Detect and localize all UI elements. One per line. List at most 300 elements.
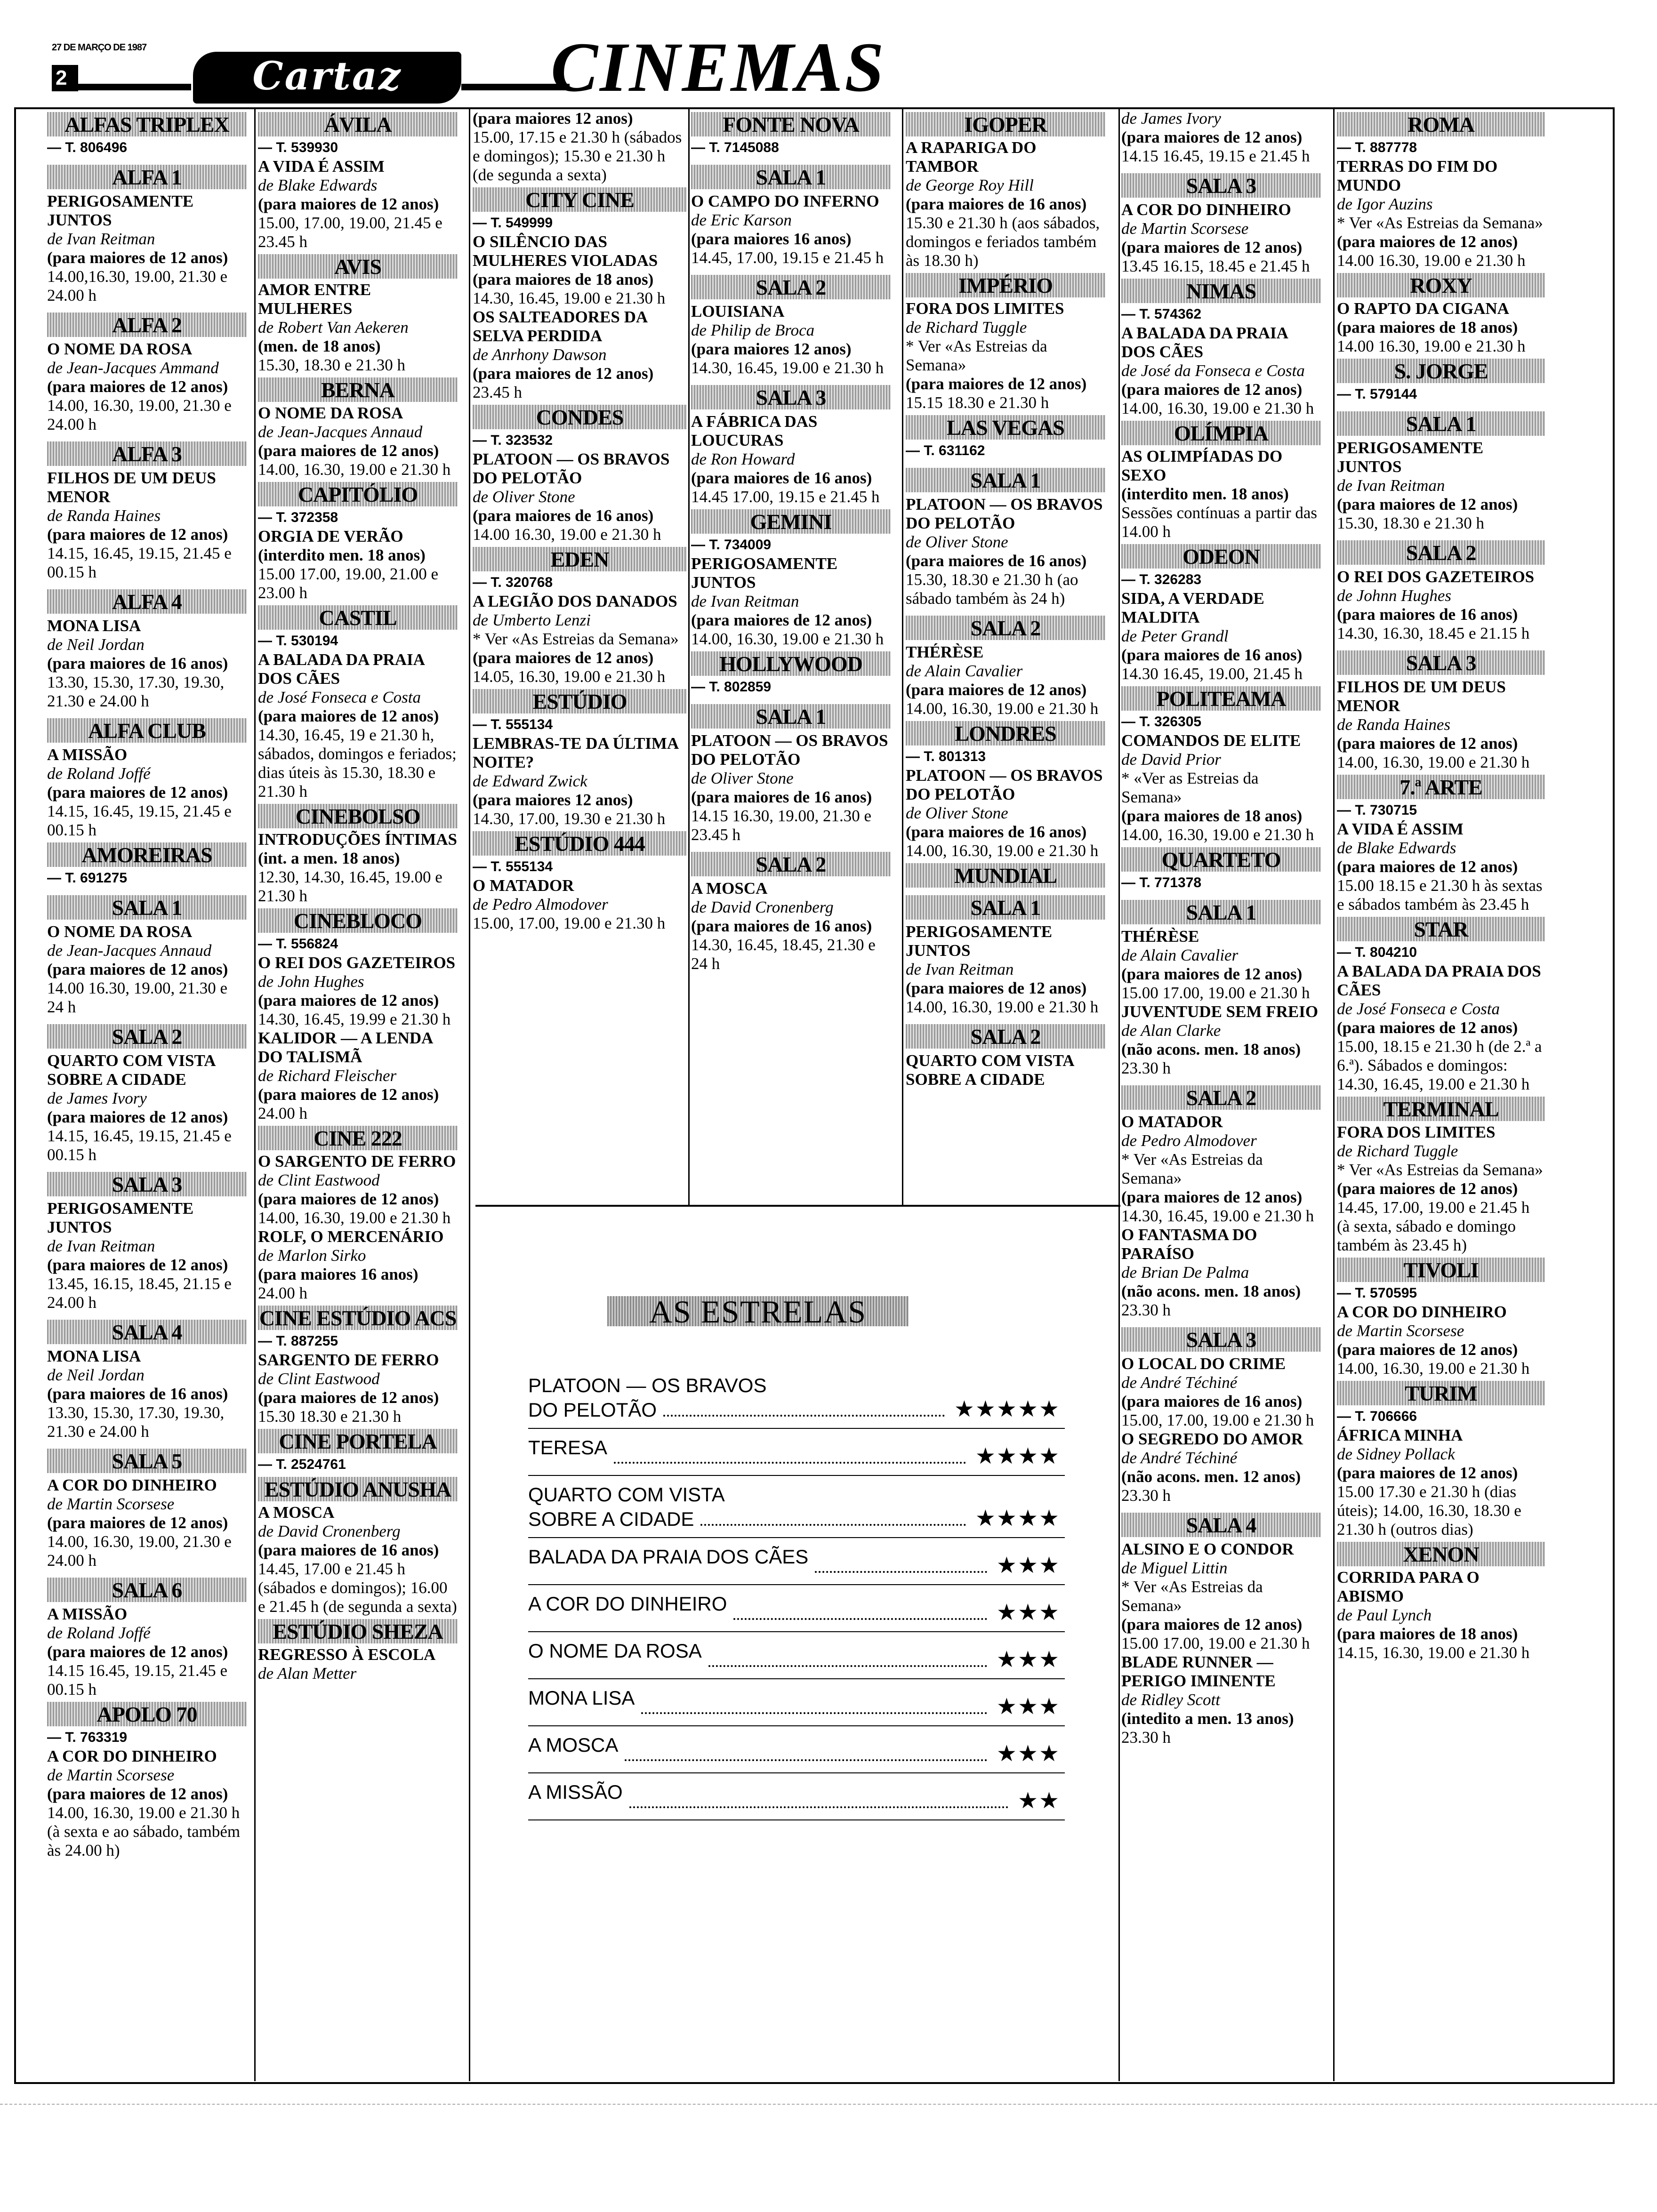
stars-box	[475, 1205, 1120, 2080]
age-rating: (para maiores de 16 anos)	[1121, 1392, 1303, 1411]
cinema-name: TERMINAL	[1337, 1097, 1545, 1121]
listing-column-1	[47, 109, 247, 1860]
showtimes: 15.00 18.15 e 21.30 h às sextas e sábados também às 23.45 h	[1337, 876, 1543, 914]
film-title: OS SALTEADORES DA SELVA PERDIDA	[473, 308, 647, 345]
film-title: FORA DOS LIMITES	[906, 299, 1064, 318]
film-title: ROLF, O MERCENÁRIO	[258, 1227, 444, 1246]
star-rating-row	[528, 1429, 1065, 1476]
page-number: 2	[52, 65, 78, 91]
cinema-name: AMOREIRAS	[47, 842, 247, 867]
issue-date: 27 DE MARÇO DE 1987	[52, 42, 147, 53]
film-director: de Ivan Reitman	[47, 230, 155, 248]
cinema-name: GEMINI	[691, 509, 891, 534]
age-rating: (para maiores de 16 anos)	[47, 654, 228, 673]
age-rating: (para maiores de 16 anos)	[1337, 605, 1518, 624]
cinema-name: CINE PORTELA	[258, 1429, 458, 1453]
film-director: de Blake Edwards	[258, 176, 378, 194]
film-title: A MISSÃO	[47, 1605, 128, 1623]
film-title: MONA LISA	[47, 1347, 141, 1365]
screen-name: SALA 1	[1121, 900, 1321, 924]
screen-name: SALA 3	[1121, 1327, 1321, 1352]
film-title: PLATOON — OS BRAVOS DO PELOTÃO	[473, 450, 670, 487]
film-title: INTRODUÇÕES ÍNTIMAS	[258, 830, 457, 849]
film-director: de Sidney Pollack	[1337, 1445, 1455, 1463]
star-rating-row	[528, 1367, 1065, 1429]
showtimes: 14.00,16.30, 19.00, 21.30 e 24.00 h	[47, 267, 228, 305]
showtimes: 14.00, 16.30, 19.00 e 21.30 h	[1121, 399, 1314, 417]
showtimes: 15.30, 18.30 e 21.30 h	[1337, 514, 1485, 532]
cinema-name: ESTÚDIO	[473, 689, 687, 713]
age-rating: (para maiores de 12 anos)	[1337, 734, 1518, 753]
film-director: de Randa Haines	[47, 506, 161, 525]
review-note: * Ver «As Estreias da Semana»	[1121, 1150, 1263, 1187]
column-rule	[469, 109, 470, 2081]
showtimes: 14.00, 16.30, 19.00 e 21.30 h	[1337, 753, 1530, 771]
showtimes: 15.30 18.30 e 21.30 h	[258, 1407, 402, 1426]
showtimes: 14.30 16.45, 19.00, 21.45 h	[1121, 665, 1303, 683]
screen-name: SALA 4	[1121, 1513, 1321, 1537]
film-title: O NOME DA ROSA	[47, 340, 193, 358]
film-director: de David Cronenberg	[691, 898, 834, 916]
showtimes: 14.30, 16.45, 18.45, 21.30 e 24 h	[691, 936, 876, 973]
film-title: O MATADOR	[1121, 1113, 1223, 1131]
showtimes: 15.00, 17.00, 19.00, 21.45 e 23.45 h	[258, 214, 442, 251]
screen-name: SALA 6	[47, 1578, 247, 1602]
age-rating: (para maiores de 12 anos)	[258, 441, 439, 460]
film-title: AMOR ENTRE MULHERES	[258, 281, 371, 318]
age-rating: (para maiores de 12 anos)	[1121, 1188, 1303, 1206]
film-title: MONA LISA	[47, 617, 141, 635]
film-title: O MATADOR	[473, 876, 574, 895]
showtimes: 15.00 17.00, 19.00 e 21.30 h	[1121, 1634, 1310, 1652]
showtimes: 23.30 h	[1121, 1059, 1171, 1077]
showtimes: 14.00 16.30, 19.00 e 21.30 h	[473, 525, 661, 544]
showtimes: 14.05, 16.30, 19.00 e 21.30 h	[473, 667, 666, 686]
age-rating: (para maiores de 12 anos)	[258, 195, 439, 213]
star-rating-row	[528, 1632, 1065, 1679]
phone-number: — T. 323532	[473, 433, 553, 448]
showtimes: 14.30, 16.45, 19.00 e 21.30 h	[691, 359, 884, 377]
screen-name: SALA 2	[906, 616, 1105, 640]
age-rating: (men. de 18 anos)	[258, 337, 381, 355]
showtimes: 14.00 16.30, 19.00, 21.30 e 24 h	[47, 979, 228, 1016]
age-rating: (para maiores de 16 anos)	[1121, 646, 1303, 664]
age-rating: (para maiores de 16 anos)	[473, 506, 654, 525]
age-rating: (para maiores de 12 anos)	[47, 960, 228, 978]
phone-number: — T. 706666	[1337, 1409, 1417, 1424]
age-rating: (para maiores de 18 anos)	[473, 270, 654, 289]
film-title: FILHOS DE UM DEUS MENOR	[1337, 678, 1506, 715]
film-director: de Peter Grandl	[1121, 627, 1229, 645]
film-director: de Richard Tuggle	[1337, 1142, 1458, 1160]
film-title: BALADA DA PRAIA DOS CÃES	[528, 1546, 809, 1568]
film-title: REGRESSO À ESCOLA	[258, 1645, 436, 1664]
showtimes: 14.30, 16.45, 19.00 e 21.30 h	[473, 289, 666, 307]
review-note: * «Ver as Estreias da Semana»	[1121, 769, 1259, 806]
showtimes: 14.15 16.30, 19.00, 21.30 e 23.45 h	[691, 807, 872, 844]
film-director: de Robert Van Aekeren	[258, 318, 409, 337]
screen-name: SALA 1	[691, 704, 891, 729]
showtimes: 14.15 16.45, 19.15 e 21.45 h	[1121, 147, 1310, 165]
age-rating: (para maiores de 12 anos)	[473, 364, 654, 383]
age-rating: (para maiores de 18 anos)	[1121, 807, 1303, 825]
film-title: THÉRÈSE	[1121, 927, 1199, 946]
age-rating: (para maiores 12 anos)	[473, 791, 633, 809]
film-title: A BALADA DA PRAIA DOS CÃES	[1121, 324, 1287, 361]
film-title: O SARGENTO DE FERRO	[258, 1152, 456, 1170]
cinema-name: LONDRES	[906, 721, 1105, 745]
film-title: A COR DO DINHEIRO	[47, 1476, 217, 1494]
film-director: de George Roy Hill	[906, 176, 1034, 194]
age-rating: (interdito men. 18 anos)	[258, 546, 426, 564]
film-director: de Alain Cavalier	[906, 662, 1023, 680]
showtimes: 15.00, 17.00, 19.00 e 21.30 h	[473, 914, 666, 932]
phone-number: — T. 579144	[1337, 386, 1417, 402]
showtimes: 12.30, 14.30, 16.45, 19.00 e 21.30 h	[258, 868, 442, 905]
age-rating: (para maiores de 12 anos)	[47, 377, 228, 396]
showtimes: 14.00, 16.30, 19.00 e 21.30 h	[258, 460, 451, 479]
screen-name: SALA 2	[1337, 540, 1545, 565]
cinema-name: POLITEAMA	[1121, 686, 1321, 711]
showtimes: 14.30, 17.00, 19.30 e 21.30 h	[473, 809, 666, 828]
film-title: O SILÊNCIO DAS MULHERES VIOLADAS	[473, 232, 658, 270]
film-director: de Eric Karson	[691, 211, 792, 229]
star-rating: ★★★★	[975, 1505, 1060, 1531]
showtimes: 13.45 16.15, 18.45 e 21.45 h	[1121, 257, 1310, 275]
film-director: de Umberto Lenzi	[473, 611, 591, 629]
age-rating: (não acons. men. 18 anos)	[1121, 1282, 1301, 1300]
film-director: de Alan Clarke	[1121, 1021, 1221, 1040]
listing-column-7	[1337, 109, 1545, 1662]
cinema-name: ÁVILA	[258, 112, 458, 136]
leader-dots	[733, 1618, 987, 1620]
showtimes: 14.45 17.00, 19.15 e 21.45 h	[691, 488, 880, 506]
film-director: de José Fonseca e Costa	[1337, 1000, 1500, 1018]
film-title: CORRIDA PARA O ABISMO	[1337, 1568, 1480, 1605]
leader-dots	[641, 1712, 987, 1714]
film-title: FORA DOS LIMITES	[1337, 1123, 1496, 1141]
film-title: A COR DO DINHEIRO	[1121, 200, 1291, 219]
cinema-name: STAR	[1337, 917, 1545, 941]
phone-number: — T. 7145088	[691, 140, 779, 155]
film-director: de Jean-Jacques Ammand	[47, 359, 219, 377]
showtimes: 14.00, 16.30, 19.00, 21.30 e 24.00 h	[47, 1532, 232, 1570]
phone-number: — T. 549999	[473, 215, 553, 231]
film-director: de Johnn Hughes	[1337, 586, 1452, 605]
phone-number: — T. 801313	[906, 749, 986, 764]
phone-number: — T. 320768	[473, 575, 553, 590]
film-title: SIDA, A VERDADE MALDITA	[1121, 589, 1264, 626]
film-director: de Anrhony Dawson	[473, 345, 607, 364]
film-director: de Martin Scorsese	[1121, 219, 1249, 238]
showtimes: 14.15 16.45, 19.15, 21.45 e 00.15 h	[47, 1661, 228, 1699]
star-rating: ★★★	[996, 1693, 1060, 1720]
review-note: * Ver «As Estreias da Semana»	[1337, 214, 1543, 232]
showtimes: 14.00, 16.30, 19.00 e 21.30 h	[906, 699, 1099, 718]
film-director: de Clint Eastwood	[258, 1171, 380, 1189]
film-director: de James Ivory	[1121, 109, 1221, 128]
leader-dots	[708, 1665, 987, 1667]
film-director: de Richard Tuggle	[906, 318, 1027, 337]
listing-column-5	[906, 109, 1105, 1089]
age-rating: (para maiores de 12 anos)	[258, 1085, 439, 1104]
film-director: de Alan Metter	[258, 1664, 357, 1683]
film-director: de Roland Joffé	[47, 1624, 151, 1642]
cinema-name: CITY CINE	[473, 187, 687, 212]
film-title: ÁFRICA MINHA	[1337, 1426, 1463, 1444]
film-title: PERIGOSAMENTE JUNTOS	[47, 192, 194, 229]
cinema-name: OLÍMPIA	[1121, 421, 1321, 445]
film-title: A MOSCA	[528, 1734, 619, 1756]
film-title: TERESA	[528, 1436, 608, 1459]
age-rating: (para maiores de 12 anos)	[1337, 1340, 1518, 1359]
film-director: de Neil Jordan	[47, 1366, 145, 1384]
age-rating: (para maiores de 16 anos)	[906, 552, 1087, 570]
film-director: de Ivan Reitman	[1337, 476, 1445, 495]
phone-number: — T. 555134	[473, 859, 553, 874]
cinema-name: MUNDIAL	[906, 863, 1105, 888]
cinema-name: CASTIL	[258, 605, 458, 630]
age-rating: (para maiores de 12 anos)	[1337, 1018, 1518, 1037]
film-director: de Igor Auzins	[1337, 195, 1433, 213]
film-director: de Paul Lynch	[1337, 1606, 1432, 1624]
showtimes: 15.30 e 21.30 h (aos sábados, domingos e feriados também às 18.30 h)	[906, 214, 1100, 270]
cinema-name: CAPITÓLIO	[258, 482, 458, 506]
age-rating: (para maiores de 16 anos)	[47, 1385, 228, 1403]
film-director: de André Téchiné	[1121, 1373, 1238, 1392]
screen-name: SALA 3	[1337, 650, 1545, 675]
screen-name: ALFA 1	[47, 165, 247, 189]
age-rating: (para maiores de 12 anos)	[1121, 380, 1303, 399]
showtimes: 14.00, 16.30, 19.00 e 21.30 h	[906, 998, 1099, 1016]
cinema-name: ROXY	[1337, 273, 1545, 297]
showtimes: 14.00, 16.30, 19.00 e 21.30 h (à sexta e ao sábado, também às 24.00 h)	[47, 1803, 241, 1859]
cinema-name: CINEBOLSO	[258, 804, 458, 828]
film-title: O CAMPO DO INFERNO	[691, 192, 879, 210]
showtimes: 15.15 18.30 e 21.30 h	[906, 393, 1049, 412]
age-rating: (para maiores de 12 anos)	[1121, 238, 1303, 256]
star-rating-row	[528, 1726, 1065, 1773]
showtimes: 15.00, 18.15 e 21.30 h (de 2.ª a 6.ª). Sábados e domingos: 14.30, 16.45, 19.00 e 21.30 h	[1337, 1037, 1542, 1093]
age-rating: (para maiores de 12 anos)	[47, 525, 228, 544]
age-rating: (para maiores de 18 anos)	[1337, 1625, 1518, 1643]
age-rating: (não acons. men. 18 anos)	[1121, 1040, 1301, 1058]
age-rating: (para maiores de 18 anos)	[1337, 318, 1518, 337]
screen-name: SALA 3	[1121, 173, 1321, 198]
showtimes: 14.00 16.30, 19.00 e 21.30 h	[1337, 251, 1526, 270]
phone-number: — T. 326283	[1121, 572, 1202, 587]
film-director: de Martin Scorsese	[47, 1766, 175, 1784]
showtimes: 15.00 17.00, 19.00 e 21.30 h	[1121, 984, 1310, 1002]
film-director: de Ridley Scott	[1121, 1691, 1220, 1709]
film-title: LOUISIANA	[691, 302, 785, 321]
age-rating: (para maiores de 12 anos)	[1121, 128, 1303, 146]
column-rule	[902, 109, 903, 1206]
age-rating: (para maiores de 16 anos)	[906, 823, 1087, 841]
cinema-name: CINE 222	[258, 1126, 458, 1150]
film-title: A RAPARIGA DO TAMBOR	[906, 138, 1037, 176]
listing-column-2	[258, 109, 458, 1683]
leader-dots	[625, 1759, 987, 1761]
film-title: O NOME DA ROSA	[528, 1640, 702, 1662]
review-note: * Ver «As Estreias da Semana»	[473, 630, 679, 648]
age-rating: (para maiores de 16 anos)	[691, 788, 872, 806]
showtimes: 15.00 17.00, 19.00, 21.00 e 23.00 h	[258, 565, 439, 602]
phone-number: — T. 372358	[258, 510, 338, 525]
film-director: de Randa Haines	[1337, 715, 1451, 734]
film-director: de Brian De Palma	[1121, 1263, 1249, 1282]
showtimes: 24.00 h	[258, 1284, 307, 1302]
stars-title: AS ESTRELAS	[607, 1296, 909, 1326]
age-rating: (para maiores de 12 anos)	[1337, 495, 1518, 513]
phone-number: — T. 570595	[1337, 1285, 1417, 1301]
film-title: PLATOON — OS BRAVOS DO PELOTÃO	[906, 495, 1103, 532]
cinema-name: QUARTETO	[1121, 847, 1321, 872]
age-rating: (para maiores de 12 anos)	[1337, 1464, 1518, 1482]
film-title: O SEGREDO DO AMOR	[1121, 1430, 1303, 1448]
star-rating: ★★★★	[975, 1443, 1060, 1469]
screen-name: SALA 2	[47, 1024, 247, 1049]
film-director: de Oliver Stone	[473, 488, 575, 506]
age-rating: (para maiores de 12 anos)	[258, 1388, 439, 1407]
cinema-name: CINEBLOCO	[258, 908, 458, 933]
film-title: PERIGOSAMENTE JUNTOS	[691, 554, 838, 592]
screen-name: SALA 2	[906, 1024, 1105, 1049]
star-rating: ★★★	[996, 1552, 1060, 1579]
phone-number: — T. 763319	[47, 1730, 128, 1745]
film-title: A BALADA DA PRAIA DOS CÃES	[258, 650, 424, 688]
leader-dots	[663, 1415, 945, 1417]
film-title: COMANDOS DE ELITE	[1121, 731, 1301, 750]
age-rating: (para maiores de 12 anos)	[47, 248, 228, 267]
film-director: de Ivan Reitman	[906, 960, 1014, 978]
film-title: O REI DOS GAZETEIROS	[258, 954, 456, 972]
star-rating-row	[528, 1679, 1065, 1726]
cinema-name: ESTÚDIO 444	[473, 831, 687, 856]
film-director: de Neil Jordan	[47, 635, 145, 654]
film-title: PERIGOSAMENTE JUNTOS	[1337, 439, 1484, 476]
phone-number: — T. 887255	[258, 1333, 338, 1349]
phone-number: — T. 2524761	[258, 1457, 346, 1472]
cinema-name: CONDES	[473, 405, 687, 429]
cinema-name: EDEN	[473, 547, 687, 571]
age-rating: (para maiores de 12 anos)	[258, 707, 439, 725]
showtimes: 13.30, 15.30, 17.30, 19.30, 21.30 e 24.00 h	[47, 1403, 225, 1441]
showtimes: 23.45 h	[473, 383, 522, 401]
section-title: CINEMAS	[551, 28, 886, 106]
age-rating: (para maiores de 12 anos)	[1337, 232, 1518, 251]
cinema-name: CINE ESTÚDIO ACS	[258, 1306, 458, 1330]
cinema-name: XENON	[1337, 1542, 1545, 1566]
phone-number: — T. 539930	[258, 140, 338, 155]
cinema-name: LAS VEGAS	[906, 415, 1105, 440]
film-title: ORGIA DE VERÃO	[258, 527, 403, 545]
screen-name: SALA 4	[47, 1320, 247, 1344]
film-title: THÉRÈSE	[906, 643, 984, 661]
film-title: A MOSCA	[691, 879, 768, 898]
showtimes: Sessões contínuas a partir das 14.00 h	[1121, 504, 1318, 541]
age-rating: (para maiores de 16 anos)	[906, 195, 1087, 213]
age-rating: (para maiores de 12 anos)	[1121, 965, 1303, 983]
screen-name: ALFA 3	[47, 441, 247, 466]
film-title: FILHOS DE UM DEUS MENOR	[47, 469, 216, 506]
showtimes: 14.45, 17.00, 19.00 e 21.45 h (à sexta, sábado e domingo também às 23.45 h)	[1337, 1198, 1530, 1254]
phone-number: — T. 802859	[691, 679, 772, 695]
showtimes: 14.15, 16.30, 19.00 e 21.30 h	[1337, 1643, 1530, 1662]
film-title: SARGENTO DE FERRO	[258, 1351, 439, 1369]
showtimes: 14.30, 16.30, 18.45 e 21.15 h	[1337, 624, 1530, 642]
age-rating: (para maiores de 12 anos)	[906, 979, 1087, 997]
film-title: O FANTASMA DO PARAÍSO	[1121, 1226, 1257, 1263]
star-rating-row	[528, 1476, 1065, 1538]
film-title: A FÁBRICA DAS LOUCURAS	[691, 412, 818, 449]
star-rating-row	[528, 1773, 1065, 1820]
cinema-name: AVIS	[258, 254, 458, 279]
age-rating: (para maiores de 12 anos)	[906, 681, 1087, 699]
age-rating: (para maiores de 12 anos)	[906, 375, 1087, 393]
screen-name: SALA 1	[47, 895, 247, 920]
leader-dots	[815, 1571, 987, 1573]
film-title: A VIDA É ASSIM	[1337, 820, 1464, 838]
star-rating: ★★★★★	[954, 1396, 1060, 1422]
age-rating: (para maiores de 16 anos)	[691, 469, 872, 487]
showtimes: 14.45, 17.00, 19.15 e 21.45 h	[691, 248, 884, 267]
showtimes: 23.30 h	[1121, 1728, 1171, 1747]
cinema-name: HOLLYWOOD	[691, 651, 891, 676]
showtimes: 14.00, 16.30, 19.00 e 21.30 h	[1121, 825, 1314, 844]
film-director: de Jean-Jacques Annaud	[258, 423, 423, 441]
phone-number: — T. 326305	[1121, 714, 1202, 729]
screen-name: SALA 3	[47, 1172, 247, 1196]
column-rule	[1333, 109, 1335, 2081]
age-rating: (para maiores 12 anos)	[473, 109, 633, 128]
cinema-name: IGOPER	[906, 112, 1105, 136]
film-title: A VIDA É ASSIM	[258, 157, 385, 176]
film-director: de Richard Fleischer	[258, 1066, 397, 1085]
cinema-name: ALFAS TRIPLEX	[47, 112, 247, 136]
phone-number: — T. 691275	[47, 870, 128, 886]
age-rating: (para maiores de 12 anos)	[47, 1108, 228, 1126]
film-director: de Ron Howard	[691, 450, 795, 468]
age-rating: (para maiores de 12 anos)	[1121, 1615, 1303, 1634]
showtimes: 24.00 h	[258, 1104, 307, 1122]
star-rating-row	[528, 1538, 1065, 1585]
listing-column-4	[691, 109, 891, 973]
age-rating: (para maiores de 12 anos)	[258, 991, 439, 1010]
phone-number: — T. 734009	[691, 537, 772, 553]
film-director: de Alain Cavalier	[1121, 946, 1239, 964]
film-title: A MISSÃO	[528, 1781, 623, 1803]
screen-name: ALFA CLUB	[47, 718, 247, 743]
age-rating: (para maiores de 12 anos)	[473, 649, 654, 667]
review-note: * Ver «As Estreias da Semana»	[1121, 1578, 1263, 1615]
film-director: de Ivan Reitman	[691, 592, 799, 610]
phone-number: — T. 530194	[258, 633, 338, 649]
phone-number: — T. 887778	[1337, 140, 1417, 155]
showtimes: 23.30 h	[1121, 1301, 1171, 1319]
cinema-name: NIMAS	[1121, 279, 1321, 303]
star-rating: ★★★	[996, 1599, 1060, 1626]
showtimes: 15.00, 17.15 e 21.30 h (sábados e domingos); 15.30 e 21.30 h (de segunda a sexta)	[473, 128, 682, 184]
cinema-name: APOLO 70	[47, 1702, 247, 1726]
cinema-name: BERNA	[258, 377, 458, 402]
film-title: PLATOON — OS BRAVOS DO PELOTÃO	[691, 731, 888, 769]
film-title: KALIDOR — A LENDA DO TALISMÃ	[258, 1029, 433, 1066]
column-rule	[688, 109, 690, 1206]
cinema-name: FONTE NOVA	[691, 112, 891, 136]
masthead-rule-left	[78, 84, 191, 90]
showtimes: 15.30, 18.30 e 21.30 h	[258, 356, 406, 374]
